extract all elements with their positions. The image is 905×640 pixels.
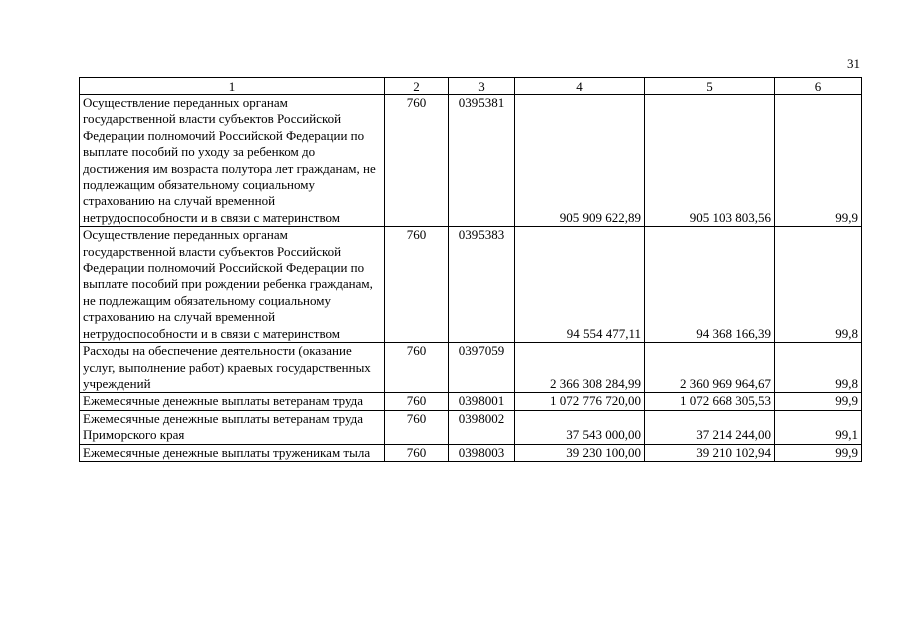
execution-percent: 99,8 bbox=[775, 343, 862, 393]
executed-amount: 2 360 969 964,67 bbox=[645, 343, 775, 393]
page-number: 31 bbox=[847, 56, 860, 71]
department-code: 760 bbox=[385, 227, 449, 343]
executed-amount: 1 072 668 305,53 bbox=[645, 393, 775, 410]
column-header-2: 2 bbox=[385, 78, 449, 95]
expense-item-name: Ежемесячные денежные выплаты ветеранам труда Приморского края bbox=[80, 410, 385, 444]
planned-amount: 905 909 622,89 bbox=[515, 95, 645, 227]
expense-item-name: Ежемесячные денежные выплаты ветеранам труда bbox=[80, 393, 385, 410]
budget-execution-table bbox=[79, 77, 862, 462]
target-article-code: 0398002 bbox=[449, 410, 515, 444]
target-article-code: 0398003 bbox=[449, 444, 515, 461]
target-article-code: 0397059 bbox=[449, 343, 515, 393]
target-article-code: 0398001 bbox=[449, 393, 515, 410]
execution-percent: 99,1 bbox=[775, 410, 862, 444]
planned-amount: 37 543 000,00 bbox=[515, 410, 645, 444]
executed-amount: 39 210 102,94 bbox=[645, 444, 775, 461]
expense-item-name: Осуществление переданных органам государственной власти субъектов Российской Федерации полномочий Российской Федерации по выплате пособий по уходу за ребенком до достижения им возраста полутора лет гражданам, не подлежащим обязательному социальному страхованию на случай временной нетрудоспособности и в связи с материнством bbox=[80, 95, 385, 227]
executed-amount: 905 103 803,56 bbox=[645, 95, 775, 227]
execution-percent: 99,9 bbox=[775, 444, 862, 461]
planned-amount: 39 230 100,00 bbox=[515, 444, 645, 461]
column-header-1: 1 bbox=[80, 78, 385, 95]
table-row bbox=[80, 343, 862, 393]
table-row bbox=[80, 95, 862, 227]
planned-amount: 1 072 776 720,00 bbox=[515, 393, 645, 410]
planned-amount: 94 554 477,11 bbox=[515, 227, 645, 343]
table-header-row bbox=[80, 78, 862, 95]
execution-percent: 99,9 bbox=[775, 95, 862, 227]
column-header-6: 6 bbox=[775, 78, 862, 95]
department-code: 760 bbox=[385, 444, 449, 461]
department-code: 760 bbox=[385, 393, 449, 410]
table-row bbox=[80, 410, 862, 444]
target-article-code: 0395381 bbox=[449, 95, 515, 227]
execution-percent: 99,8 bbox=[775, 227, 862, 343]
execution-percent: 99,9 bbox=[775, 393, 862, 410]
table-row bbox=[80, 444, 862, 461]
column-header-3: 3 bbox=[449, 78, 515, 95]
expense-item-name: Осуществление переданных органам государственной власти субъектов Российской Федерации полномочий Российской Федерации по выплате пособий при рождении ребенка гражданам, не подлежащим обязательному социальному страхованию на случай временной нетрудоспособности и в связи с материнством bbox=[80, 227, 385, 343]
column-header-5: 5 bbox=[645, 78, 775, 95]
table-row bbox=[80, 393, 862, 410]
planned-amount: 2 366 308 284,99 bbox=[515, 343, 645, 393]
table-row bbox=[80, 227, 862, 343]
expense-item-name: Ежемесячные денежные выплаты труженикам тыла bbox=[80, 444, 385, 461]
target-article-code: 0395383 bbox=[449, 227, 515, 343]
executed-amount: 94 368 166,39 bbox=[645, 227, 775, 343]
department-code: 760 bbox=[385, 410, 449, 444]
column-header-4: 4 bbox=[515, 78, 645, 95]
department-code: 760 bbox=[385, 343, 449, 393]
department-code: 760 bbox=[385, 95, 449, 227]
expense-item-name: Расходы на обеспечение деятельности (оказание услуг, выполнение работ) краевых государственных учреждений bbox=[80, 343, 385, 393]
executed-amount: 37 214 244,00 bbox=[645, 410, 775, 444]
